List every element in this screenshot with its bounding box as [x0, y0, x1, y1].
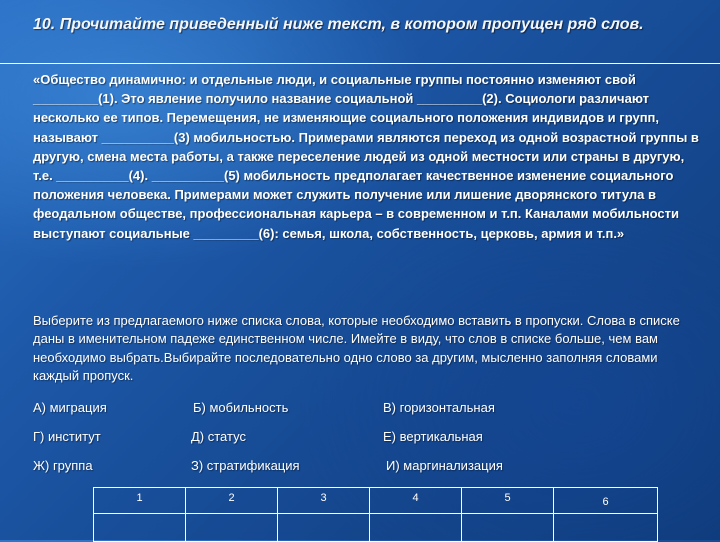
task-instruction: Выберите из предлагаемого ниже списка слова, которые необходимо вставить в пропуски. Слова в списке даны в именительном падеже единственном числе. Имейте в виду, что слов в списке больше, чем вам необходимо выбрать.Выбирайте последовательно одно слово за другим, мысленно заполняя словами каждый пропуск. — [33, 313, 680, 384]
option-v: В) горизонтальная — [383, 400, 495, 415]
option-e: Е) вертикальная — [383, 429, 483, 444]
answer-table-input-row — [94, 514, 658, 542]
task-text: «Общество динамично: и отдельные люди, и социальные группы постоянно изменяют свой _________(1). Это явление получило название социальной _________(2). Социологи различают несколько ее типов. Перемещения, не изменяющие социального положения индивидов и групп, называют __________(3) мобильностью. Примерами являются переход из одной возрастной группы в другую, смена места работы, а также переселение людей из одной местности или страны в другую, т.е. __________(4). __________(5) мобильность предполагает качественное изменение социального положения человека. Примерами может служить получение или лишение дворянского титула в феодальном обществе, профессиональная карьера – в современном и т.п. Каналами мобильности выступают социальные _________(6): семья, школа, собственность, церковь, армия и т.п.» — [33, 72, 699, 241]
option-i: И) маргинализация — [386, 458, 503, 473]
answer-cell-header-3: 3 — [278, 488, 370, 514]
answer-input-6[interactable] — [554, 514, 658, 542]
option-g: Г) институт — [33, 429, 101, 444]
answer-input-5[interactable] — [462, 514, 554, 542]
option-z: З) стратификация — [191, 458, 300, 473]
answer-input-2[interactable] — [186, 514, 278, 542]
option-b: Б) мобильность — [193, 400, 289, 415]
answer-input-3[interactable] — [278, 514, 370, 542]
answer-input-4[interactable] — [370, 514, 462, 542]
answer-cell-header-2: 2 — [186, 488, 278, 514]
answer-table-header-row — [94, 488, 658, 514]
answer-cell-header-6: 6 — [554, 488, 658, 514]
option-d: Д) статус — [191, 429, 246, 444]
answer-cell-header-4: 4 — [370, 488, 462, 514]
option-a: А) миграция — [33, 400, 107, 415]
answer-table — [93, 487, 658, 542]
task-title: 10. Прочитайте приведенный ниже текст, в котором пропущен ряд слов. — [33, 16, 644, 33]
divider — [0, 63, 720, 64]
answer-cell-header-5: 5 — [462, 488, 554, 514]
answer-cell-header-1: 1 — [94, 488, 186, 514]
answer-input-1[interactable] — [94, 514, 186, 542]
option-zh: Ж) группа — [33, 458, 93, 473]
